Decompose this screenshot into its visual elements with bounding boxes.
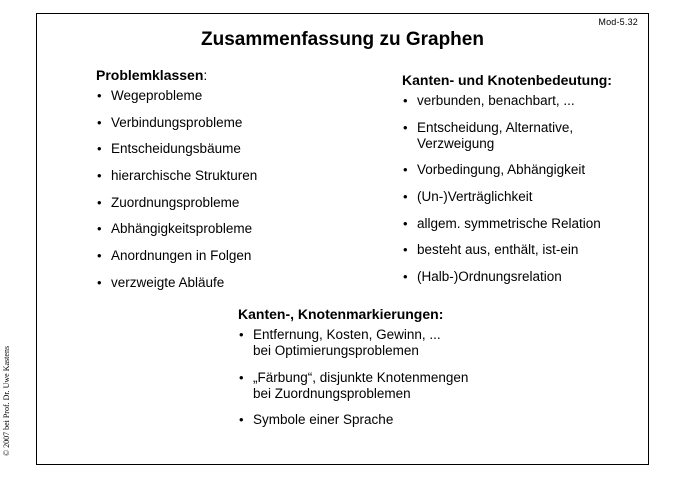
problem-classes-heading [96, 67, 356, 84]
list-item: • Wegeprobleme [96, 88, 356, 104]
list-item: • (Halb-)Ordnungsrelation [402, 269, 642, 285]
list-item: • Entfernung, Kosten, Gewinn, ... bei Optimierungsproblemen [238, 327, 538, 359]
problem-classes-list [96, 88, 356, 291]
edge-node-labels-section [238, 306, 538, 439]
edge-node-labels-heading: Kanten-, Knotenmarkierungen: [238, 306, 444, 322]
list-item: • allgem. symmetrische Relation [402, 216, 642, 232]
list-item: • verbunden, benachbart, ... [402, 93, 642, 109]
edge-node-meaning-heading: Kanten- und Knotenbedeutung: [402, 72, 612, 88]
list-item: • besteht aus, enthält, ist-ein [402, 242, 642, 258]
list-item: • „Färbung“, disjunkte Knotenmengen bei Zuordnungsproblemen [238, 370, 538, 402]
list-item: • Zuordnungsprobleme [96, 195, 356, 211]
problem-classes-section [96, 67, 356, 302]
slide-id: Mod-5.32 [598, 17, 638, 27]
list-item: • (Un-)Verträglichkeit [402, 189, 642, 205]
list-item: • Abhängigkeitsprobleme [96, 221, 356, 237]
edge-node-meaning-list [402, 93, 642, 285]
list-item: • Verbindungsprobleme [96, 115, 356, 131]
list-item: • Symbole einer Sprache [238, 412, 538, 428]
list-item: • verzweigte Abläufe [96, 275, 356, 291]
slide-title: Zusammenfassung zu Graphen [201, 29, 484, 50]
list-item: • Anordnungen in Folgen [96, 248, 356, 264]
problem-classes-heading-colon: : [203, 67, 208, 83]
edge-node-labels-list [238, 327, 538, 428]
problem-classes-heading-text: Problemklassen [96, 67, 204, 83]
list-item: • Entscheidung, Alternative, Verzweigung [402, 120, 642, 152]
list-item: • Entscheidungsbäume [96, 141, 356, 157]
list-item: • Vorbedingung, Abhängigkeit [402, 162, 642, 178]
list-item: • hierarchische Strukturen [96, 168, 356, 184]
edge-node-meaning-section [402, 72, 642, 296]
copyright-note: © 2007 bei Prof. Dr. Uwe Kastens [2, 345, 11, 456]
